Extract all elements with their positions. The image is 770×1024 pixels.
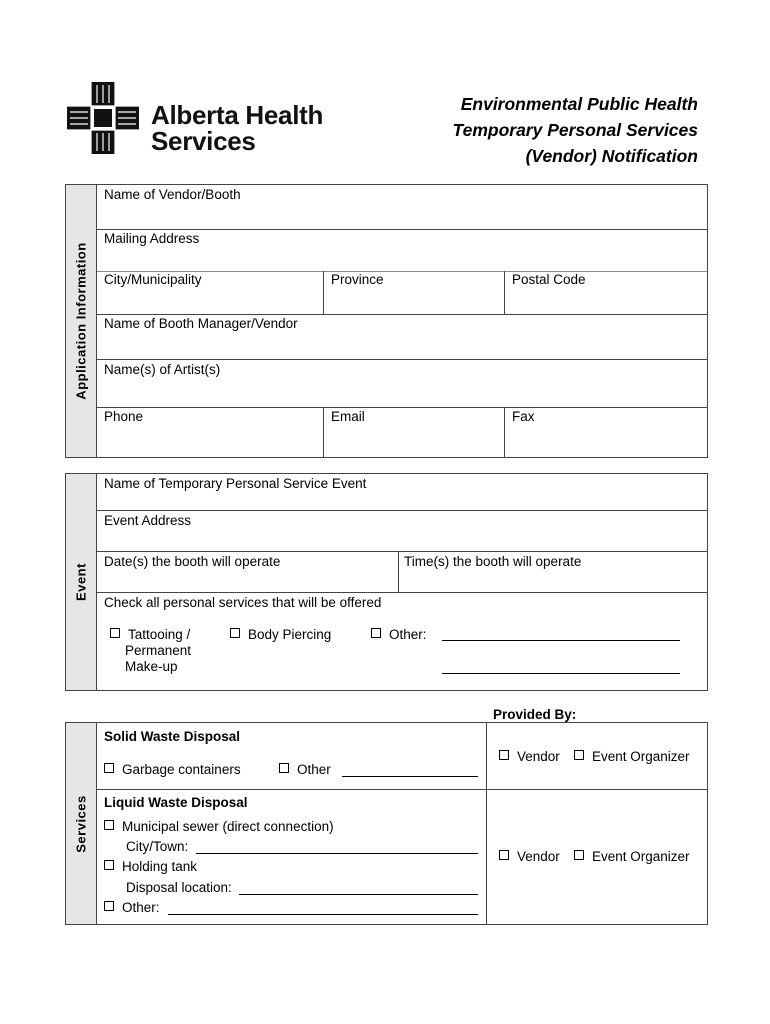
title-line-1: Environmental Public Health (460, 94, 698, 114)
postal-code-label: Postal Code (512, 272, 586, 287)
title-line-2: Temporary Personal Services (452, 120, 698, 140)
liquid-other-line[interactable] (168, 914, 478, 915)
sewer-option[interactable] (104, 819, 334, 835)
application-information-section (65, 184, 708, 458)
liquid-organizer-checkbox[interactable] (574, 850, 584, 860)
city-town-line[interactable] (196, 853, 478, 854)
liquid-other-label: Other: (122, 900, 160, 915)
title-line-3: (Vendor) Notification (525, 146, 698, 166)
times-label: Time(s) the booth will operate (404, 554, 582, 569)
logo-line-2: Services (151, 126, 256, 156)
liquid-waste-heading: Liquid Waste Disposal (104, 795, 248, 810)
liquid-organizer-label: Event Organizer (592, 849, 690, 864)
solid-other-label: Other (297, 762, 331, 777)
event-sidebar (66, 474, 97, 690)
solid-other-line[interactable] (342, 776, 478, 777)
liquid-other-option[interactable] (104, 900, 160, 916)
province-label: Province (331, 272, 384, 287)
garbage-checkbox[interactable] (104, 763, 114, 773)
holding-tank-label: Holding tank (122, 859, 198, 874)
disposal-location-line[interactable] (239, 894, 478, 895)
solid-vendor-checkbox[interactable] (499, 750, 509, 760)
services-section-label: Services (73, 794, 89, 853)
disposal-location-label: Disposal location: (126, 880, 232, 895)
vendor-name-label: Name of Vendor/Booth (104, 187, 241, 202)
artists-label: Name(s) of Artist(s) (104, 362, 221, 377)
sewer-checkbox[interactable] (104, 820, 114, 830)
phone-label: Phone (104, 409, 144, 424)
garbage-option[interactable] (104, 762, 241, 778)
tattooing-label: Tattooing / (128, 627, 191, 642)
application-sidebar (66, 185, 97, 457)
event-section (65, 473, 708, 691)
solid-organizer-checkbox[interactable] (574, 750, 584, 760)
liquid-vendor-option[interactable] (499, 849, 560, 865)
solid-organizer-label: Event Organizer (592, 749, 690, 764)
city-town-label: City/Town: (126, 839, 189, 854)
services-section (65, 722, 708, 925)
solid-other-checkbox[interactable] (279, 763, 289, 773)
dates-label: Date(s) the booth will operate (104, 554, 281, 569)
other-service-label: Other: (389, 627, 427, 642)
services-instruction: Check all personal services that will be offered (104, 595, 382, 610)
liquid-vendor-checkbox[interactable] (499, 850, 509, 860)
alberta-health-services-logo (67, 82, 139, 154)
body-piercing-option[interactable] (230, 627, 331, 643)
tattooing-option[interactable] (110, 627, 190, 643)
body-piercing-label: Body Piercing (248, 627, 332, 642)
fax-label: Fax (512, 409, 535, 424)
solid-vendor-option[interactable] (499, 749, 560, 765)
tattooing-checkbox[interactable] (110, 628, 120, 638)
body-piercing-checkbox[interactable] (230, 628, 240, 638)
other-service-option[interactable] (371, 627, 427, 643)
solid-vendor-label: Vendor (517, 749, 560, 764)
other-service-line-1[interactable] (442, 640, 680, 641)
email-label: Email (331, 409, 365, 424)
booth-manager-label: Name of Booth Manager/Vendor (104, 316, 298, 331)
liquid-organizer-option[interactable] (574, 849, 690, 865)
solid-other-option[interactable] (279, 762, 331, 778)
event-address-label: Event Address (104, 513, 192, 528)
holding-tank-checkbox[interactable] (104, 860, 114, 870)
other-service-checkbox[interactable] (371, 628, 381, 638)
provided-by-label: Provided By: (493, 707, 577, 722)
services-sidebar (66, 723, 97, 924)
liquid-vendor-label: Vendor (517, 849, 560, 864)
tattooing-label-2: Permanent (125, 643, 192, 658)
tattooing-label-3: Make-up (125, 659, 178, 674)
other-service-line-2[interactable] (442, 673, 680, 674)
event-name-label: Name of Temporary Personal Service Event (104, 476, 367, 491)
solid-organizer-option[interactable] (574, 749, 690, 765)
mailing-address-label: Mailing Address (104, 231, 200, 246)
city-label: City/Municipality (104, 272, 202, 287)
solid-waste-heading: Solid Waste Disposal (104, 729, 241, 744)
liquid-other-checkbox[interactable] (104, 901, 114, 911)
form-title (368, 91, 698, 169)
sewer-label: Municipal sewer (direct connection) (122, 819, 334, 834)
holding-tank-option[interactable] (104, 859, 197, 875)
application-section-label: Application Information (73, 242, 89, 400)
event-section-label: Event (73, 563, 89, 601)
garbage-label: Garbage containers (122, 762, 241, 777)
logo-line-1: Alberta Health (151, 100, 324, 130)
